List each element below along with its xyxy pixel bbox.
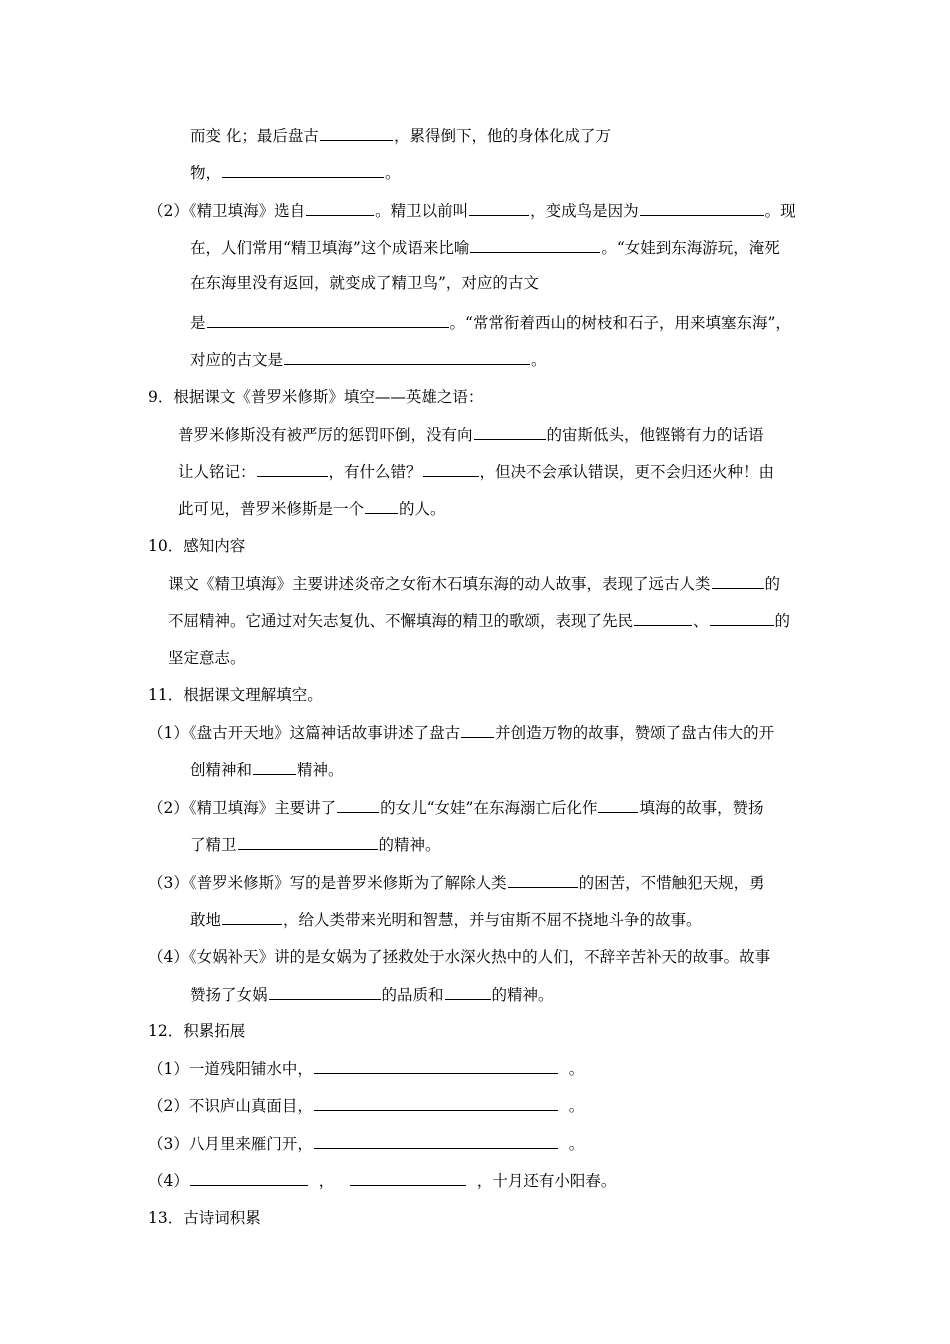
- q12-item1: （1）一道残阳铺水中， 。: [148, 1060, 585, 1078]
- q9-line2: 让人铭记： ，有什么错？ ，但决不会承认错误，更不会归还火种！由: [178, 463, 775, 481]
- q11-p1-line1: （1）《盘古开天地》这篇神话故事讲述了盘古 并创造万物的故事，赞颂了盘古伟大的开: [148, 724, 775, 742]
- q12-title: 12．积累拓展: [148, 1022, 246, 1040]
- answer-blank[interactable]: [634, 610, 692, 626]
- q11-title: 11．根据课文理解填空。: [148, 686, 323, 704]
- answer-blank[interactable]: [190, 1170, 308, 1186]
- answer-blank[interactable]: [712, 573, 764, 589]
- answer-blank[interactable]: [306, 200, 374, 216]
- answer-blank[interactable]: [470, 237, 600, 253]
- answer-blank[interactable]: [238, 834, 378, 850]
- answer-blank[interactable]: [710, 610, 774, 626]
- answer-blank[interactable]: [469, 200, 529, 216]
- q11-p3-line1: （3）《普罗米修斯》写的是普罗米修斯为了解除人类 的困苦，不惜触犯天规，勇: [148, 874, 765, 892]
- q10-line3: 坚定意志。: [168, 649, 246, 667]
- answer-blank[interactable]: [474, 424, 546, 440]
- q11-p2-line2: 了精卫 的精神。: [190, 836, 441, 854]
- q10-title: 10．感知内容: [148, 537, 246, 555]
- answer-blank[interactable]: [269, 984, 381, 1000]
- answer-blank[interactable]: [314, 1133, 558, 1149]
- answer-blank[interactable]: [284, 349, 530, 365]
- q11-p4-line1: （4）《女娲补天》讲的是女娲为了拯救处于水深火热中的人们，不辞辛苦补天的故事。故事: [148, 948, 771, 966]
- q12-item3: （3）八月里来雁门开， 。: [148, 1135, 585, 1153]
- q8-cont-line1: 而变 化；最后盘古 ，累得倒下，他的身体化成了万: [190, 127, 611, 145]
- answer-blank[interactable]: [253, 759, 296, 775]
- q8-2-line3: 在东海里没有返回，就变成了精卫鸟”，对应的古文: [190, 274, 539, 292]
- q13-title: 13．古诗词积累: [148, 1209, 261, 1227]
- q11-p4-line2: 赞扬了女娲 的品质和 的精神。: [190, 986, 554, 1004]
- answer-blank[interactable]: [640, 200, 764, 216]
- q12-item2: （2）不识庐山真面目， 。: [148, 1097, 585, 1115]
- q8-cont-line2: 物， 。: [190, 164, 401, 182]
- q8-2-line5: 对应的古文是 。: [190, 351, 547, 369]
- answer-blank[interactable]: [461, 722, 494, 738]
- q8-2-line4: 是 。“常常衔着西山的树枝和石子，用来填塞东海”，: [190, 314, 791, 332]
- answer-blank[interactable]: [314, 1058, 558, 1074]
- answer-blank[interactable]: [365, 498, 398, 514]
- q11-p2-line1: （2）《精卫填海》主要讲了 的女儿“女娃”在东海溺亡后化作 填海的故事，赞扬: [148, 799, 764, 817]
- q8-2-line2: 在，人们常用“精卫填海”这个成语来比喻 。“女娃到东海游玩，淹死: [190, 239, 780, 257]
- q8-2-line1: （2）《精卫填海》选自 。精卫以前叫 ，变成鸟是因为 。现: [148, 202, 796, 220]
- answer-blank[interactable]: [598, 797, 638, 813]
- q11-p1-line2: 创精神和 精神。: [190, 761, 344, 779]
- answer-blank[interactable]: [257, 461, 328, 477]
- q9-line1: 普罗米修斯没有被严厉的惩罚吓倒，没有向 的宙斯低头，他铿锵有力的话语: [178, 426, 764, 444]
- q9-title: 9．根据课文《普罗米修斯》填空——英雄之语：: [148, 388, 484, 406]
- answer-blank[interactable]: [314, 1095, 558, 1111]
- q10-line1: 课文《精卫填海》主要讲述炎帝之女衔木石填东海的动人故事，表现了远古人类 的: [168, 575, 781, 593]
- q10-line2: 不屈精神。它通过对矢志复仇、不懈填海的精卫的歌颂，表现了先民 、 的: [168, 612, 791, 630]
- answer-blank[interactable]: [423, 461, 479, 477]
- answer-blank[interactable]: [350, 1170, 466, 1186]
- answer-blank[interactable]: [320, 125, 393, 141]
- answer-blank[interactable]: [337, 797, 379, 813]
- answer-blank[interactable]: [207, 312, 449, 328]
- answer-blank[interactable]: [445, 984, 491, 1000]
- answer-blank[interactable]: [222, 162, 384, 178]
- q11-p3-line2: 敢地 ，给人类带来光明和智慧，并与宙斯不屈不挠地斗争的故事。: [190, 911, 702, 929]
- answer-blank[interactable]: [222, 909, 282, 925]
- q12-item4: （4） ， ，十月还有小阳春。: [148, 1172, 617, 1190]
- answer-blank[interactable]: [508, 872, 578, 888]
- q9-line3: 此可见，普罗米修斯是一个 的人。: [178, 500, 446, 518]
